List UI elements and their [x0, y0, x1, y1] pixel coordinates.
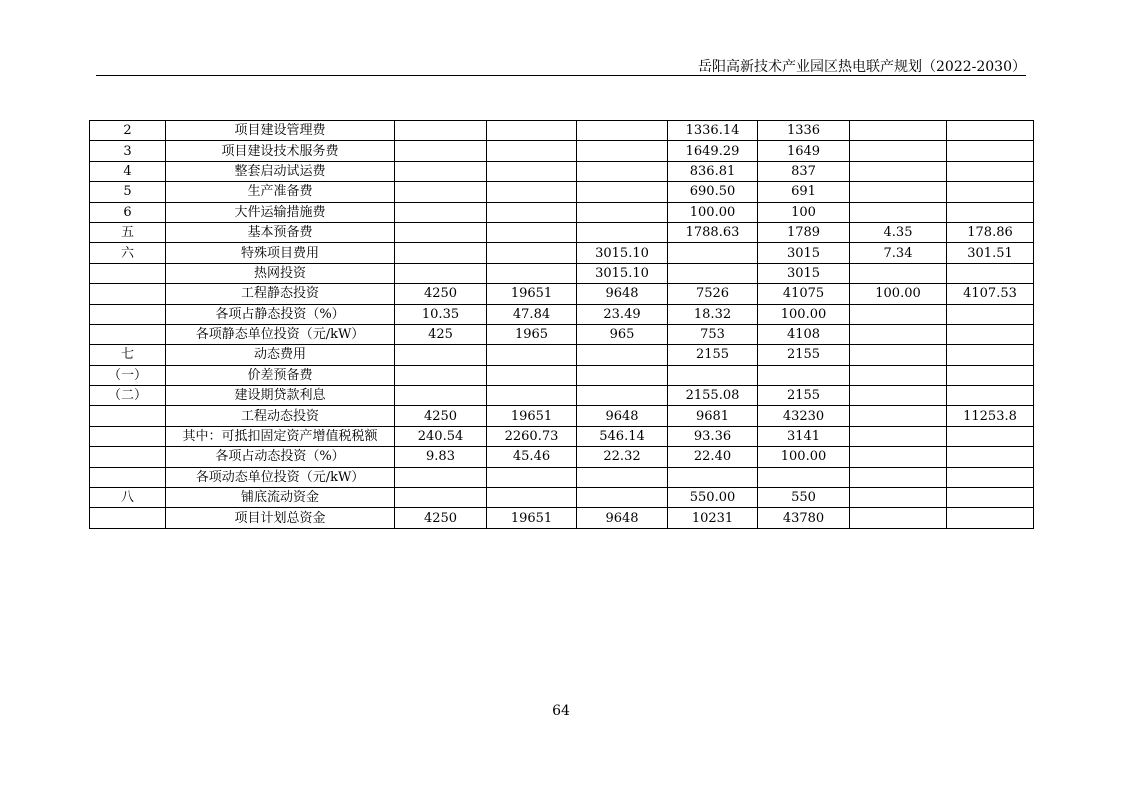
- cell-col-3: [395, 365, 487, 385]
- cell-index: [90, 406, 166, 426]
- cell-item-name: 项目建设技术服务费: [166, 141, 395, 161]
- cell-col-9: [947, 447, 1034, 467]
- cell-col-6: 2155: [668, 345, 758, 365]
- cell-col-8: [850, 161, 947, 181]
- cell-col-9: [947, 365, 1034, 385]
- cell-col-8: [850, 202, 947, 222]
- cell-item-name: 整套启动试运费: [166, 161, 395, 181]
- cell-col-9: 178.86: [947, 222, 1034, 242]
- cell-col-6: [668, 365, 758, 385]
- cell-col-4: [487, 182, 577, 202]
- cell-col-6: 1788.63: [668, 222, 758, 242]
- cell-col-4: 45.46: [487, 447, 577, 467]
- cell-col-6: [668, 467, 758, 487]
- cell-item-name: 工程静态投资: [166, 284, 395, 304]
- cell-col-8: 100.00: [850, 284, 947, 304]
- cell-col-3: [395, 345, 487, 365]
- cell-col-9: [947, 426, 1034, 446]
- cell-item-name: 热网投资: [166, 263, 395, 283]
- page-number: 64: [552, 703, 570, 719]
- cell-index: 4: [90, 161, 166, 181]
- table-row: [90, 365, 1034, 385]
- cell-col-3: [395, 222, 487, 242]
- cell-col-4: [487, 386, 577, 406]
- cell-index: 2: [90, 121, 166, 141]
- cell-item-name: 工程动态投资: [166, 406, 395, 426]
- cell-col-4: [487, 222, 577, 242]
- cell-col-3: [395, 202, 487, 222]
- cell-col-3: [395, 141, 487, 161]
- cell-col-5: [577, 182, 668, 202]
- cell-item-name: 大件运输措施费: [166, 202, 395, 222]
- cell-col-6: 1336.14: [668, 121, 758, 141]
- cell-item-name: 建设期贷款利息: [166, 386, 395, 406]
- cell-col-6: [668, 263, 758, 283]
- cell-item-name: 各项静态单位投资（元/kW）: [166, 324, 395, 344]
- cell-col-8: [850, 182, 947, 202]
- table-row: [90, 426, 1034, 446]
- cell-col-3: 4250: [395, 406, 487, 426]
- cell-index: 八: [90, 488, 166, 508]
- cell-col-4: [487, 467, 577, 487]
- cell-col-8: [850, 447, 947, 467]
- cell-col-7: 1789: [758, 222, 850, 242]
- cell-col-3: [395, 182, 487, 202]
- cell-col-6: 753: [668, 324, 758, 344]
- cell-col-4: [487, 202, 577, 222]
- cell-col-4: [487, 121, 577, 141]
- cell-col-8: [850, 488, 947, 508]
- cell-col-6: 7526: [668, 284, 758, 304]
- table-row: [90, 263, 1034, 283]
- cell-col-9: 11253.8: [947, 406, 1034, 426]
- cell-col-8: [850, 426, 947, 446]
- cell-col-7: 100: [758, 202, 850, 222]
- table-row: [90, 304, 1034, 324]
- cell-col-9: [947, 386, 1034, 406]
- cell-col-6: 690.50: [668, 182, 758, 202]
- table-row: [90, 243, 1034, 263]
- cell-index: [90, 508, 166, 528]
- cell-col-9: [947, 508, 1034, 528]
- cell-col-7: 837: [758, 161, 850, 181]
- cell-item-name: 价差预备费: [166, 365, 395, 385]
- table-row: [90, 345, 1034, 365]
- table-row: [90, 386, 1034, 406]
- cell-col-4: 47.84: [487, 304, 577, 324]
- table-row: [90, 447, 1034, 467]
- cell-col-3: [395, 386, 487, 406]
- cell-col-5: [577, 386, 668, 406]
- cell-col-9: [947, 161, 1034, 181]
- header-divider: [96, 75, 1026, 76]
- cell-col-3: [395, 467, 487, 487]
- table-row: [90, 222, 1034, 242]
- cell-col-7: 100.00: [758, 304, 850, 324]
- cell-col-6: 10231: [668, 508, 758, 528]
- cell-col-3: 10.35: [395, 304, 487, 324]
- cell-index: （二）: [90, 386, 166, 406]
- cell-col-8: [850, 345, 947, 365]
- cell-col-9: 301.51: [947, 243, 1034, 263]
- cell-col-7: 1649: [758, 141, 850, 161]
- table-row: [90, 284, 1034, 304]
- cell-col-6: 22.40: [668, 447, 758, 467]
- document-header-title: 岳阳高新技术产业园区热电联产规划（2022-2030）: [698, 59, 1026, 75]
- cell-col-7: 3015: [758, 263, 850, 283]
- cell-col-9: [947, 141, 1034, 161]
- cell-col-6: 2155.08: [668, 386, 758, 406]
- cell-index: 3: [90, 141, 166, 161]
- cell-item-name: 项目建设管理费: [166, 121, 395, 141]
- cell-col-7: 550: [758, 488, 850, 508]
- cell-col-4: 19651: [487, 406, 577, 426]
- cell-col-9: [947, 202, 1034, 222]
- cell-col-3: 425: [395, 324, 487, 344]
- cell-col-5: 546.14: [577, 426, 668, 446]
- cell-index: [90, 447, 166, 467]
- cell-col-7: 41075: [758, 284, 850, 304]
- cell-col-4: [487, 488, 577, 508]
- cell-index: 六: [90, 243, 166, 263]
- cell-col-6: 9681: [668, 406, 758, 426]
- cell-index: 五: [90, 222, 166, 242]
- cell-col-4: [487, 263, 577, 283]
- cell-col-3: [395, 121, 487, 141]
- cell-col-3: 4250: [395, 284, 487, 304]
- cell-col-6: 550.00: [668, 488, 758, 508]
- cell-col-7: 3015: [758, 243, 850, 263]
- cell-col-5: [577, 121, 668, 141]
- cell-col-5: 9648: [577, 284, 668, 304]
- cell-index: [90, 324, 166, 344]
- table-row: [90, 182, 1034, 202]
- cell-col-5: [577, 222, 668, 242]
- cell-col-5: 3015.10: [577, 243, 668, 263]
- cell-col-4: 19651: [487, 508, 577, 528]
- cell-col-5: 23.49: [577, 304, 668, 324]
- cell-index: [90, 467, 166, 487]
- cell-col-7: 2155: [758, 345, 850, 365]
- cell-col-4: [487, 345, 577, 365]
- cell-col-7: 1336: [758, 121, 850, 141]
- cell-item-name: 生产准备费: [166, 182, 395, 202]
- cell-col-8: [850, 406, 947, 426]
- cell-col-6: 100.00: [668, 202, 758, 222]
- cell-item-name: 各项占动态投资（%）: [166, 447, 395, 467]
- cell-index: [90, 304, 166, 324]
- cell-col-3: 240.54: [395, 426, 487, 446]
- cell-item-name: 其中：可抵扣固定资产增值税税额: [166, 426, 395, 446]
- cell-col-3: [395, 161, 487, 181]
- cell-col-9: [947, 121, 1034, 141]
- cell-col-9: [947, 488, 1034, 508]
- cell-col-8: [850, 386, 947, 406]
- cell-item-name: 特殊项目费用: [166, 243, 395, 263]
- cell-col-6: 1649.29: [668, 141, 758, 161]
- cell-col-5: [577, 161, 668, 181]
- cell-index: [90, 426, 166, 446]
- cell-col-9: [947, 324, 1034, 344]
- table-row: [90, 488, 1034, 508]
- cell-col-5: [577, 365, 668, 385]
- cell-col-4: 19651: [487, 284, 577, 304]
- cell-item-name: 项目计划总资金: [166, 508, 395, 528]
- cell-col-7: [758, 365, 850, 385]
- cell-col-5: 965: [577, 324, 668, 344]
- cell-col-7: 3141: [758, 426, 850, 446]
- cell-col-5: [577, 345, 668, 365]
- cell-col-6: 93.36: [668, 426, 758, 446]
- cell-col-3: [395, 243, 487, 263]
- cell-col-4: [487, 365, 577, 385]
- cell-col-4: 1965: [487, 324, 577, 344]
- cell-col-6: [668, 243, 758, 263]
- cell-col-8: [850, 121, 947, 141]
- cell-col-8: [850, 141, 947, 161]
- cell-col-8: [850, 324, 947, 344]
- cell-col-3: [395, 263, 487, 283]
- cell-col-8: [850, 263, 947, 283]
- cell-item-name: 各项动态单位投资（元/kW）: [166, 467, 395, 487]
- investment-table: [89, 120, 1034, 529]
- table-body: [90, 121, 1034, 529]
- cell-col-7: 100.00: [758, 447, 850, 467]
- cell-col-9: [947, 304, 1034, 324]
- cell-item-name: 铺底流动资金: [166, 488, 395, 508]
- cell-col-7: [758, 467, 850, 487]
- cell-col-9: [947, 345, 1034, 365]
- cell-col-3: [395, 488, 487, 508]
- cell-index: 6: [90, 202, 166, 222]
- table-row: [90, 467, 1034, 487]
- cell-col-8: 4.35: [850, 222, 947, 242]
- cell-index: [90, 263, 166, 283]
- cell-col-5: 9648: [577, 406, 668, 426]
- cell-item-name: 动态费用: [166, 345, 395, 365]
- cell-col-5: [577, 202, 668, 222]
- cell-col-4: [487, 243, 577, 263]
- cell-col-9: [947, 263, 1034, 283]
- cell-col-4: [487, 141, 577, 161]
- cell-index: 七: [90, 345, 166, 365]
- cell-col-5: [577, 467, 668, 487]
- cell-col-9: 4107.53: [947, 284, 1034, 304]
- cell-col-9: [947, 182, 1034, 202]
- cell-col-7: 43230: [758, 406, 850, 426]
- table-row: [90, 202, 1034, 222]
- cell-item-name: 基本预备费: [166, 222, 395, 242]
- cell-index: （一）: [90, 365, 166, 385]
- table-row: [90, 406, 1034, 426]
- table-row: [90, 141, 1034, 161]
- cell-col-8: 7.34: [850, 243, 947, 263]
- cell-col-3: 9.83: [395, 447, 487, 467]
- cell-col-3: 4250: [395, 508, 487, 528]
- cell-col-9: [947, 467, 1034, 487]
- cell-col-5: [577, 488, 668, 508]
- table-row: [90, 161, 1034, 181]
- cell-col-7: 2155: [758, 386, 850, 406]
- cell-col-5: 9648: [577, 508, 668, 528]
- cell-col-6: 18.32: [668, 304, 758, 324]
- cell-col-8: [850, 304, 947, 324]
- table-row: [90, 121, 1034, 141]
- cell-col-4: [487, 161, 577, 181]
- cell-item-name: 各项占静态投资（%）: [166, 304, 395, 324]
- cell-col-4: 2260.73: [487, 426, 577, 446]
- table-row: [90, 324, 1034, 344]
- cell-index: [90, 284, 166, 304]
- cell-col-7: 691: [758, 182, 850, 202]
- cell-col-6: 836.81: [668, 161, 758, 181]
- cell-index: 5: [90, 182, 166, 202]
- table-row: [90, 508, 1034, 528]
- cell-col-8: [850, 467, 947, 487]
- cell-col-5: 3015.10: [577, 263, 668, 283]
- cell-col-5: 22.32: [577, 447, 668, 467]
- cell-col-8: [850, 508, 947, 528]
- cell-col-8: [850, 365, 947, 385]
- cell-col-7: 43780: [758, 508, 850, 528]
- cell-col-5: [577, 141, 668, 161]
- cell-col-7: 4108: [758, 324, 850, 344]
